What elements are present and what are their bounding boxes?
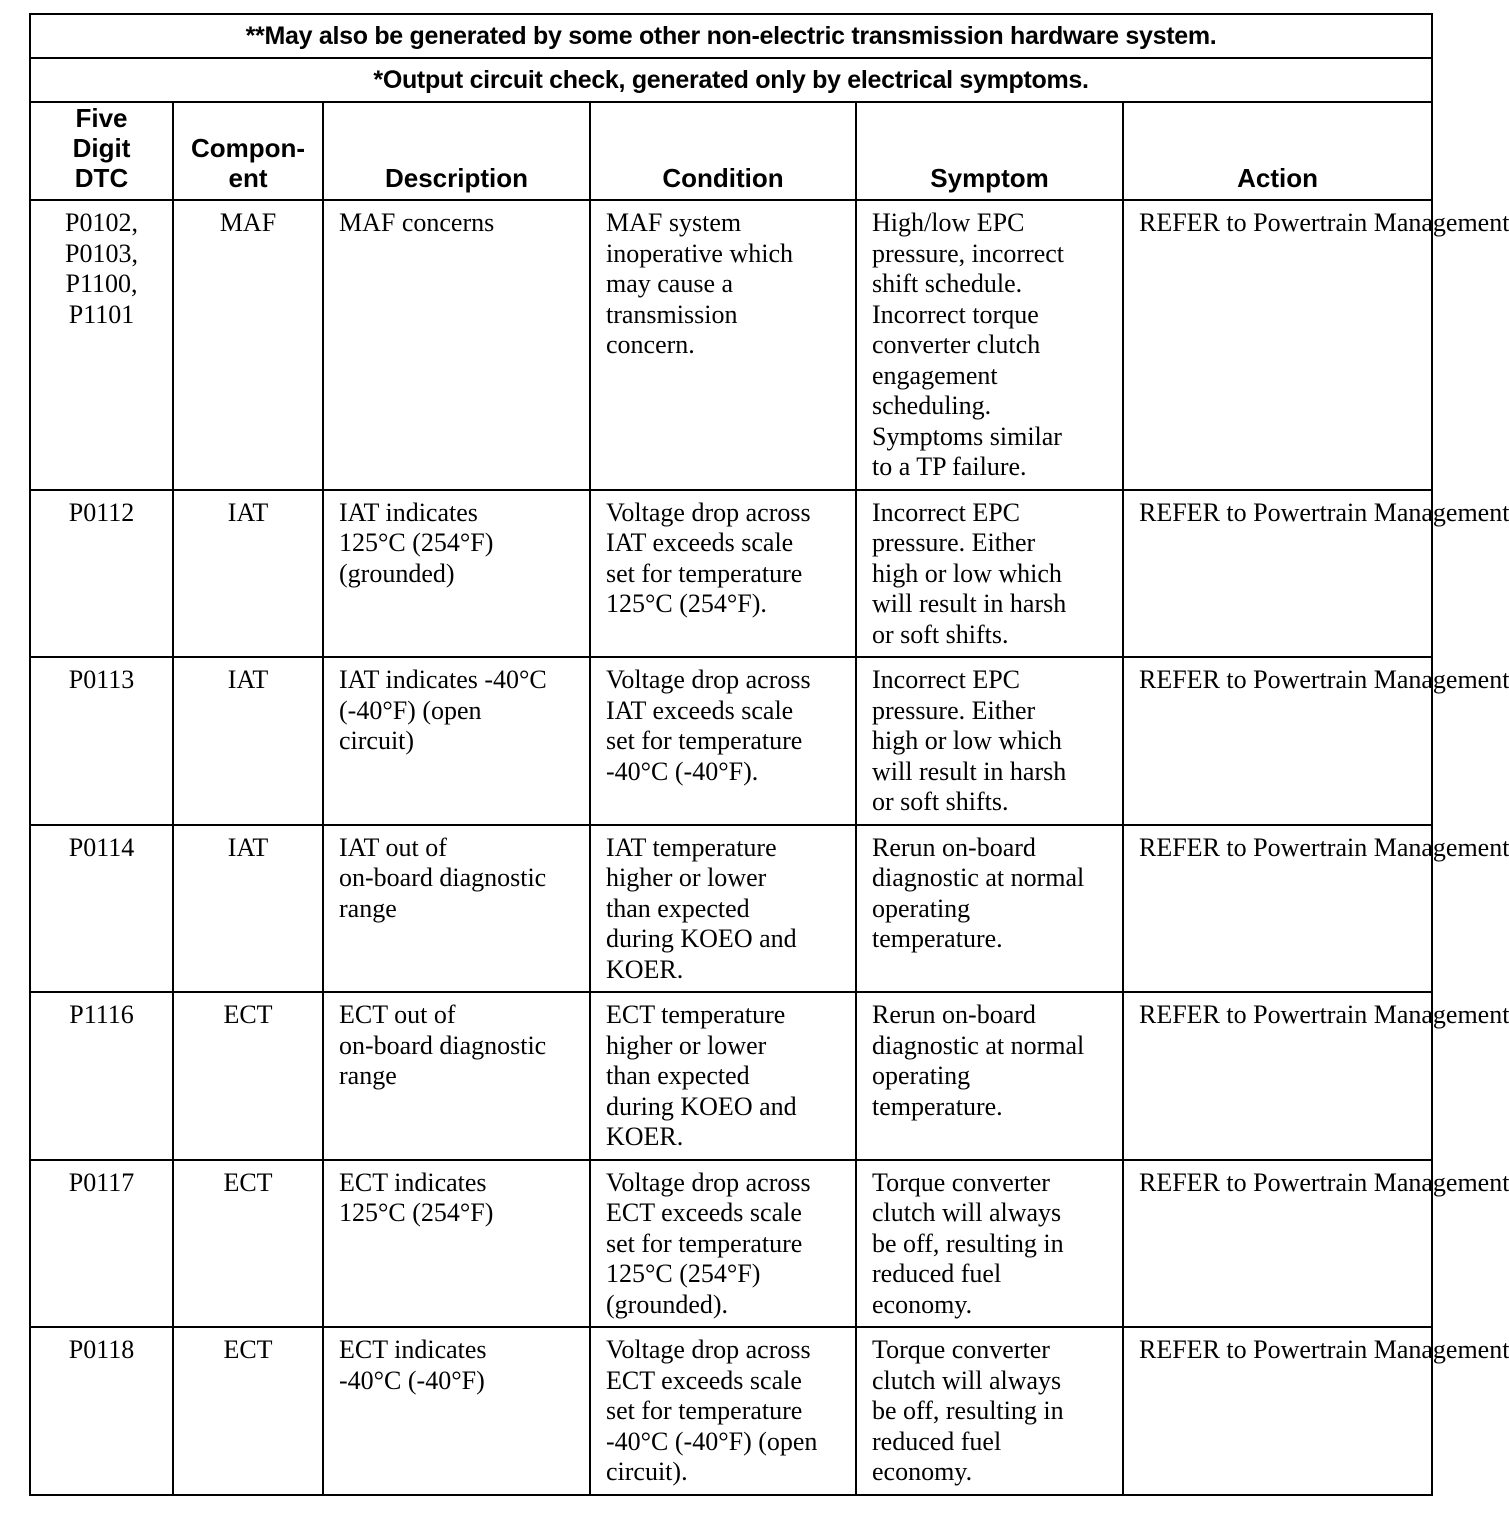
component: IAT [173,657,323,825]
action: REFER to Powertrain Management [1123,992,1432,1160]
action: REFER to Powertrain Management [1123,200,1432,490]
condition: MAF system inoperative which may cause a transmission concern. [590,200,856,490]
action: REFER to Powertrain Management [1123,657,1432,825]
dtc-reference-sheet [29,13,1509,1496]
component: IAT [173,825,323,993]
note-row-hardware [30,14,1432,58]
header-action: Action [1123,102,1432,200]
symptom: Incorrect EPC pressure. Either high or low which will result in harsh or soft shifts. [856,657,1123,825]
dtc-code: P0114 [30,825,173,993]
header-component [173,102,323,200]
component: IAT [173,490,323,658]
table-row [30,825,1432,993]
table-row [30,657,1432,825]
condition: IAT temperature higher or lower than expected during KOEO and KOER. [590,825,856,993]
note-hardware-system: **May also be generated by some other non-electric transmission hardware system. [30,14,1432,58]
symptom: Incorrect EPC pressure. Either high or low which will result in harsh or soft shifts. [856,490,1123,658]
symptom: High/low EPC pressure, incorrect shift schedule. Incorrect torque converter clutch engagement scheduling. Symptoms similar to a TP failure. [856,200,1123,490]
condition: Voltage drop across IAT exceeds scale set for temperature 125°C (254°F). [590,490,856,658]
table-row [30,490,1432,658]
header-dtc [30,102,173,200]
symptom: Torque converter clutch will always be off, resulting in reduced fuel economy. [856,1327,1123,1495]
condition: ECT temperature higher or lower than expected during KOEO and KOER. [590,992,856,1160]
condition: Voltage drop across ECT exceeds scale set for temperature -40°C (-40°F) (open circuit). [590,1327,856,1495]
dtc-code: P0112 [30,490,173,658]
symptom: Rerun on-board diagnostic at normal operating temperature. [856,825,1123,993]
header-symptom: Symptom [856,102,1123,200]
table-row [30,1160,1432,1328]
header-dtc-line: DTC [74,163,129,193]
description: IAT indicates -40°C (-40°F) (open circuit) [323,657,590,825]
dtc-code: P1116 [30,992,173,1160]
header-row [30,102,1432,200]
condition: Voltage drop across ECT exceeds scale set for temperature 125°C (254°F) (grounded). [590,1160,856,1328]
dtc-table [29,13,1509,1496]
action: REFER to Powertrain Management [1123,825,1432,993]
description: ECT indicates -40°C (-40°F) [323,1327,590,1495]
note-output-circuit: *Output circuit check, generated only by electrical symptoms. [30,58,1432,102]
header-dtc-line: Five [75,103,128,133]
description: ECT indicates 125°C (254°F) [323,1160,590,1328]
dtc-code: P0117 [30,1160,173,1328]
header-component-line: Compon- [190,133,306,163]
description: ECT out of on-board diagnostic range [323,992,590,1160]
table-row [30,1327,1432,1495]
symptom: Torque converter clutch will always be off, resulting in reduced fuel economy. [856,1160,1123,1328]
table-row [30,992,1432,1160]
dtc-code: P0118 [30,1327,173,1495]
table-row [30,200,1432,490]
header-dtc-line: Digit [72,133,131,163]
description: MAF concerns [323,200,590,490]
condition: Voltage drop across IAT exceeds scale set for temperature -40°C (-40°F). [590,657,856,825]
header-description: Description [323,102,590,200]
dtc-code: P0102, P0103, P1100, P1101 [30,200,173,490]
action: REFER to Powertrain Management [1123,490,1432,658]
note-row-output-circuit [30,58,1432,102]
dtc-code: P0113 [30,657,173,825]
description: IAT indicates 125°C (254°F) (grounded) [323,490,590,658]
header-component-line: ent [228,163,268,193]
action: REFER to Powertrain Management [1123,1327,1432,1495]
header-condition: Condition [590,102,856,200]
component: ECT [173,1160,323,1328]
component: ECT [173,992,323,1160]
symptom: Rerun on-board diagnostic at normal operating temperature. [856,992,1123,1160]
component: ECT [173,1327,323,1495]
action: REFER to Powertrain Management [1123,1160,1432,1328]
description: IAT out of on-board diagnostic range [323,825,590,993]
component: MAF [173,200,323,490]
